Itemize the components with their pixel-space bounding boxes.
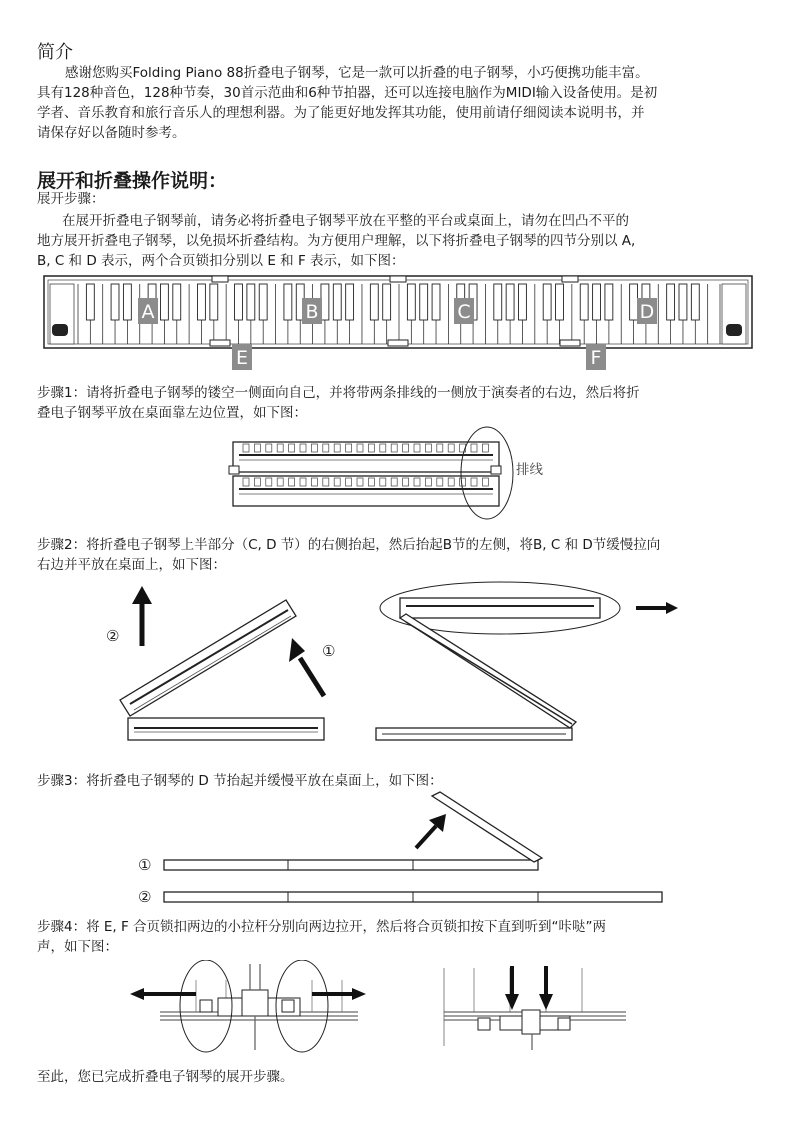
section-label-a — [138, 298, 158, 324]
section-subtitle: 展开步骤： — [37, 191, 105, 207]
step4-figure — [126, 960, 650, 1056]
step2-figure — [100, 578, 700, 746]
flat-section — [376, 728, 572, 740]
svg-text:D: D — [639, 301, 655, 323]
step2-line-1: 步骤2：将折叠电子钢琴上半部分（C, D 节）的右侧抬起，然后抬起B节的左侧，将B, C 和 D节缓慢拉向 — [37, 537, 661, 553]
hinge-label-f — [586, 344, 606, 370]
intro-line-2: 具有128种音色，128种节奏，30首示范曲和6种节拍器，还可以连接电脑作为MIDI输入设备使用。是初 — [37, 85, 658, 101]
step3-marker-2: ② — [138, 888, 152, 906]
lift-arrow-diagonal — [289, 638, 324, 696]
step2-marker-1: ① — [322, 642, 336, 660]
step4-line-2: 声，如下图： — [37, 939, 118, 955]
lift-arrow — [416, 814, 446, 848]
svg-text:C: C — [457, 301, 471, 323]
intro-line-3: 学者、音乐教育和旅行音乐人的理想利器。为了能更好地发挥其功能，使用前请仔细阅读本说明书，并 — [37, 105, 645, 121]
sloped-section — [400, 614, 576, 728]
step4-line-1: 步骤4：将 E, F 合页锁扣两边的小拉杆分别向两边拉开，然后将合页锁扣按下直到听到“咔哒”两 — [37, 919, 607, 935]
pull-left-arrow — [130, 988, 196, 1000]
step2-marker-2: ② — [106, 627, 120, 645]
section-line-1: 在展开折叠电子钢琴前，请务必将折叠电子钢琴平放在平整的平台或桌面上，请勿在凹凸不平的 — [62, 213, 629, 229]
svg-text:F: F — [590, 347, 602, 369]
section-label-b — [302, 298, 322, 324]
hinge-press-view — [444, 968, 626, 1050]
section-line-3: B, C 和 D 表示，两个合页锁扣分别以 E 和 F 表示，如下图： — [37, 253, 405, 269]
step1-line-1: 步骤1：请将折叠电子钢琴的镂空一侧面向自己，并将带两条排线的一侧放于演奏者的右边，然后将折 — [37, 385, 640, 401]
hinge-pull-view — [160, 960, 358, 1052]
svg-text:A: A — [141, 301, 155, 323]
moved-section — [400, 598, 600, 618]
step2-line-2: 右边并平放在桌面上，如下图： — [37, 557, 226, 573]
press-down-arrows — [505, 966, 553, 1010]
lifted-section-d — [432, 792, 542, 862]
lift-arrow-up — [132, 586, 152, 646]
closing-line: 至此，您已完成折叠电子钢琴的展开步骤。 — [37, 1069, 294, 1085]
step3-line-1: 步骤3：将折叠电子钢琴的 D 节抬起并缓慢平放在桌面上，如下图： — [37, 773, 443, 789]
raised-section — [120, 600, 296, 716]
folded-row — [164, 860, 538, 870]
cable-label: 排线 — [516, 462, 543, 478]
step3-figure — [136, 790, 676, 908]
intro-line-4: 请保存好以备随时参考。 — [37, 125, 186, 141]
flat-row — [164, 892, 662, 902]
section-line-2: 地方展开折叠电子钢琴，以免损坏折叠结构。为方便用户理解，以下将折叠电子钢琴的四节分别以 A, — [37, 233, 636, 249]
section-title: 展开和折叠操作说明： — [37, 170, 228, 192]
svg-text:B: B — [305, 301, 319, 323]
pull-right-arrow — [636, 602, 678, 614]
pull-right-arrow — [312, 988, 366, 1000]
hinge-label-e — [232, 344, 252, 370]
section-label-d — [637, 298, 657, 324]
step3-marker-1: ① — [138, 856, 152, 874]
intro-line-1: 感谢您购买Folding Piano 88折叠电子钢琴，它是一款可以折叠的电子钢琴，小巧便携功能丰富。 — [65, 65, 649, 81]
piano-figure — [40, 272, 756, 372]
step1-folded-figure — [225, 422, 565, 522]
svg-text:E: E — [235, 347, 249, 369]
section-label-c — [454, 298, 474, 324]
intro-title: 简介 — [37, 42, 73, 63]
base-section — [128, 718, 324, 740]
step1-line-2: 叠电子钢琴平放在桌面靠左边位置，如下图： — [37, 405, 307, 421]
